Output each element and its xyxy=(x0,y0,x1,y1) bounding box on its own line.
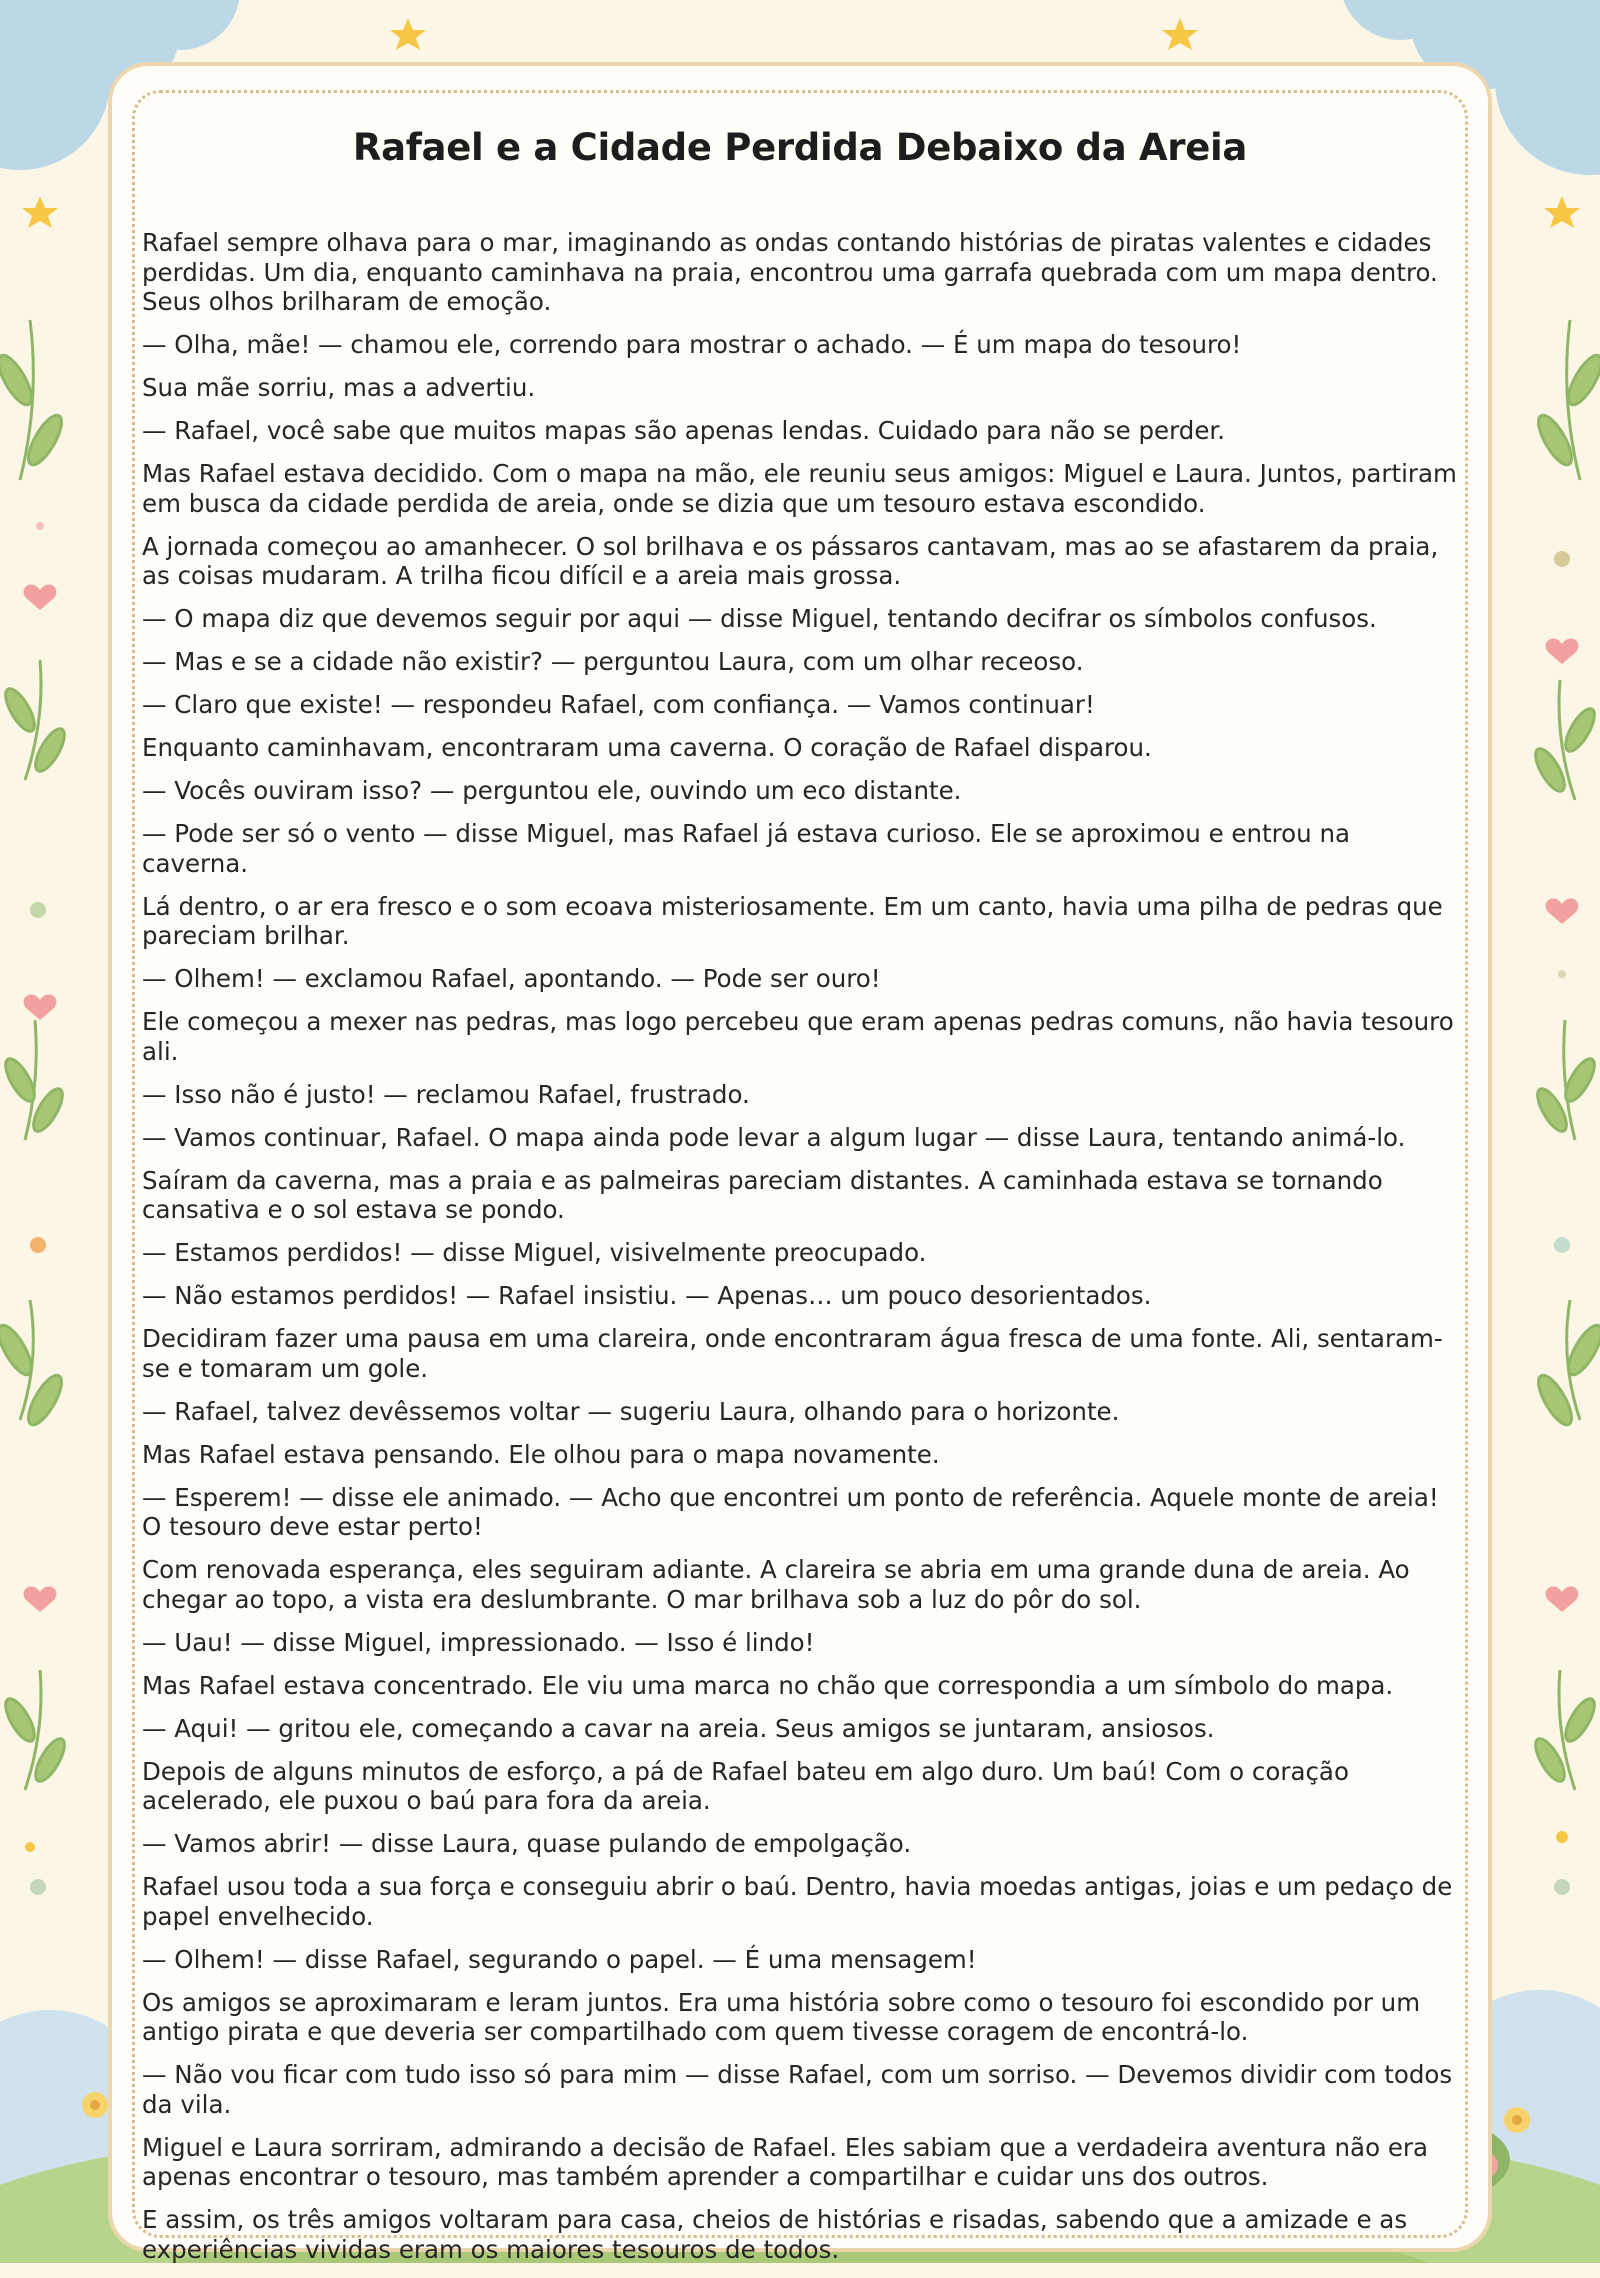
story-paragraph: Mas Rafael estava decidido. Com o mapa na mão, ele reuniu seus amigos: Miguel e Laura. Juntos, partiram em busca da cidade perdida de areia, onde se dizia que um tesouro estava escondido. xyxy=(142,459,1457,518)
story-paragraph: — Não vou ficar com tudo isso só para mim — disse Rafael, com um sorriso. — Devemos dividir com todos da vila. xyxy=(142,2060,1453,2119)
story-paragraph: — Vamos abrir! — disse Laura, quase pulando de empolgação. xyxy=(142,1829,912,1858)
story-paragraph: A jornada começou ao amanhecer. O sol brilhava e os pássaros cantavam, mas ao se afastarem da praia, as coisas mudaram. A trilha ficou difícil e a areia mais grossa. xyxy=(142,531,1439,590)
story-paragraph: — Uau! — disse Miguel, impressionado. — Isso é lindo! xyxy=(142,1627,815,1657)
story-paragraph: — O mapa diz que devemos seguir por aqui — disse Miguel, tentando decifrar os símbolos confusos. xyxy=(142,604,1377,633)
story-paragraph: — Esperem! — disse ele animado. — Acho que encontrei um ponto de referência. Aquele monte de areia! O tesouro deve estar perto! xyxy=(142,1482,1439,1541)
story-paragraph: Com renovada esperança, eles seguiram adiante. A clareira se abria em uma grande duna de areia. Ao chegar ao topo, a vista era deslumbrante. O mar brilhava sob a luz do pôr do sol. xyxy=(142,1555,1410,1614)
story-paragraph: — Vamos continuar, Rafael. O mapa ainda pode levar a algum lugar — disse Laura, tentando animá-lo. xyxy=(142,1122,1406,1152)
story-paragraph: — Rafael, talvez devêssemos voltar — sugeriu Laura, olhando para o horizonte. xyxy=(142,1396,1120,1426)
story-paragraph: — Olhem! — exclamou Rafael, apontando. — Pode ser ouro! xyxy=(142,964,881,993)
story-title: Rafael e a Cidade Perdida Debaixo da Areia xyxy=(352,126,1248,169)
story-paragraph: Decidiram fazer uma pausa em uma clareira, onde encontraram água fresca de uma fonte. Ali, sentaram-se e tomaram um gole. xyxy=(142,1324,1443,1383)
story-paragraph: Saíram da caverna, mas a praia e as palmeiras pareciam distantes. A caminhada estava se tornando cansativa e o sol estava se pondo. xyxy=(142,1165,1383,1224)
story-paragraph: Mas Rafael estava concentrado. Ele viu uma marca no chão que correspondia a um símbolo do mapa. xyxy=(142,1670,1394,1700)
story-paragraph: — Olhem! — disse Rafael, segurando o papel. — É uma mensagem! xyxy=(142,1944,977,1974)
story-paragraph: Enquanto caminhavam, encontraram uma caverna. O coração de Rafael disparou. xyxy=(142,733,1152,762)
story-paragraph: Lá dentro, o ar era fresco e o som ecoava misteriosamente. Em um canto, havia uma pilha de pedras que pareciam brilhar. xyxy=(142,891,1443,950)
story-paragraph: — Rafael, você sabe que muitos mapas são apenas lendas. Cuidado para não se perder. xyxy=(142,416,1226,445)
story-paragraph: — Estamos perdidos! — disse Miguel, visivelmente preocupado. xyxy=(142,1238,927,1267)
story-paragraph: Rafael sempre olhava para o mar, imaginando as ondas contando histórias de piratas valentes e cidades perdidas. Um dia, enquanto caminhava na praia, encontrou uma garrafa quebrada com um mapa dentro. Seus olhos brilharam de emoção. xyxy=(142,228,1438,316)
story-paragraph: — Aqui! — gritou ele, começando a cavar na areia. Seus amigos se juntaram, ansiosos. xyxy=(142,1713,1215,1743)
story-paragraph: — Olha, mãe! — chamou ele, correndo para mostrar o achado. — É um mapa do tesouro! xyxy=(142,330,1242,359)
story-paragraph: Sua mãe sorriu, mas a advertiu. xyxy=(142,373,536,402)
story-paragraph: — Mas e se a cidade não existir? — perguntou Laura, com um olhar receoso. xyxy=(142,647,1084,676)
story-paragraph: — Vocês ouviram isso? — perguntou ele, ouvindo um eco distante. xyxy=(142,776,962,805)
story-paragraph: E assim, os três amigos voltaram para casa, cheios de histórias e risadas, sabendo que a amizade e as experiências vividas eram os maiores tesouros de todos. xyxy=(142,2205,1408,2264)
story-paragraph: Depois de alguns minutos de esforço, a pá de Rafael bateu em algo duro. Um baú! Com o coração acelerado, ele puxou o baú para fora da areia. xyxy=(142,1756,1349,1815)
story-paragraph: Ele começou a mexer nas pedras, mas logo percebeu que eram apenas pedras comuns, não havia tesouro ali. xyxy=(142,1007,1454,1066)
story-paragraph: Mas Rafael estava pensando. Ele olhou para o mapa novamente. xyxy=(142,1439,940,1469)
story-paragraph: — Claro que existe! — respondeu Rafael, com confiança. — Vamos continuar! xyxy=(142,690,1095,719)
story-paragraph: — Não estamos perdidos! — Rafael insistiu. — Apenas… um pouco desorientados. xyxy=(142,1281,1152,1310)
story-paragraph: Rafael usou toda a sua força e conseguiu abrir o baú. Dentro, havia moedas antigas, joias e um pedaço de papel envelhecido. xyxy=(142,1872,1453,1931)
story-paragraph: Miguel e Laura sorriram, admirando a decisão de Rafael. Eles sabiam que a verdadeira aventura não era apenas encontrar o tesouro, mas também aprender a compartilhar e cuidar uns dos outros. xyxy=(142,2132,1429,2191)
story-paragraph: — Pode ser só o vento — disse Miguel, mas Rafael já estava curioso. Ele se aproximou e entrou na caverna. xyxy=(142,819,1351,878)
story-body xyxy=(142,228,1460,2278)
story-paragraph: — Isso não é justo! — reclamou Rafael, frustrado. xyxy=(142,1079,750,1109)
story-paragraph: Os amigos se aproximaram e leram juntos. Era uma história sobre como o tesouro foi escondido por um antigo pirata e que deveria ser compartilhado com quem tivesse coragem de encontrá-lo. xyxy=(142,1987,1421,2046)
